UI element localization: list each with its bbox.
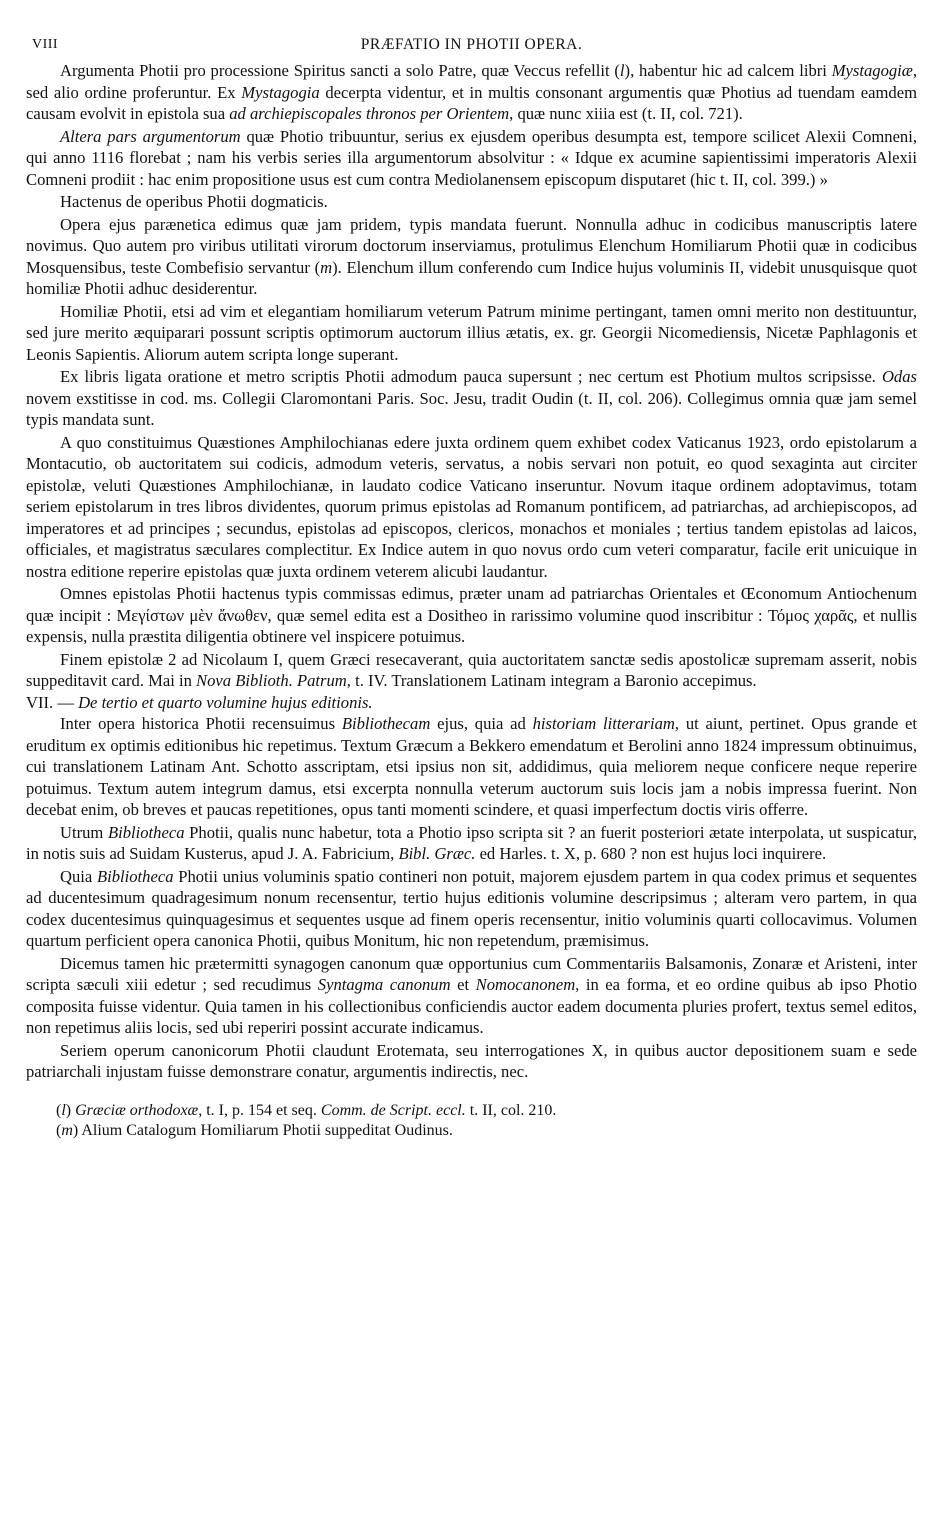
text-run: ( (56, 1121, 62, 1139)
text-run: m (320, 257, 333, 277)
paragraph (26, 214, 917, 300)
text-run: Odas (881, 367, 917, 386)
paragraph-group-2 (26, 713, 917, 1083)
text-run: ). Elenchum illum conferendo cum Indice hujus voluminis II, videbit unusquisque quot homiliæ Photii adhuc desiderentur. (26, 257, 917, 298)
text-run: ( (56, 1101, 62, 1119)
text-run: ) Alium Catalogum Homiliarum Photii suppeditat Oudinus. (72, 1121, 453, 1139)
running-title: PRÆFATIO IN PHOTII OPERA. (360, 36, 583, 53)
text-run: Photii unius voluminis spatio contineri non potuit, majorem ejusdem partem in qua codex primus et sequentes ad ducentesimum quadragesimum nonum recensentur, tertio hujus editionis volumine descripsimus ; alteram vero partem, in qua codex ducentesimus quinquagesimus et sequentes usque ad finem operis recensentur, initio voluminis quarti collocavimus. Volumen quartum perficient opera canonica Photii, quibus Monitum, hic non repetendum, præmisimus. (26, 866, 917, 950)
paragraph (26, 432, 917, 583)
text-run: Finem epistolæ 2 ad Nicolaum I, quem Græci resecaverant, quia auctoritatem sanctæ sedis apostolicæ supremam asserit, nobis suppeditavit card. Mai in (26, 649, 917, 690)
text-run: quæ Photio tribuuntur, serius ex ejusdem operibus desumpta est, tempore scilicet Alexii Comneni, qui anno 1116 florebat ; nam his verbis series illa argumentorum absolvitur : « Idque ex acumine sapientissimi imperatoris Alexii Comneni prodiit : hac enim propositione usus est cum contra Mediolanensem episcopum disputaret (hic t. II, col. 399.) » (26, 126, 917, 189)
paragraph (26, 1040, 917, 1083)
paragraph (26, 822, 917, 865)
text-run: , sed alio ordine proferuntur. Ex (26, 61, 917, 102)
text-run: , quæ nunc xiiia est (t. II, col. 721). (509, 104, 743, 123)
text-run: t. I, p. 154 et seq. (202, 1101, 321, 1119)
text-run: decerpta videntur, et in multis consonant argumentis quæ Photius ad tuendam eamdem causam evolvit in epistola sua (26, 82, 917, 123)
page-number: VIII (32, 37, 59, 52)
text-run: historiam litterariam, (532, 714, 680, 733)
paragraph (26, 953, 917, 1039)
paragraph (26, 301, 917, 366)
paragraph (26, 191, 917, 213)
paragraph (26, 60, 917, 125)
text-run: Mystagogia (241, 82, 320, 102)
text-run: Seriem operum canonicorum Photii claudunt Erotemata, seu interrogationes X, in quibus auctor depositionem suam e sede patriarchali injustam fuisse demonstrare conatur, argumentis indirectis, nec. (26, 1040, 917, 1081)
section-title: De tertio et quarto volumine hujus editionis. (78, 692, 373, 712)
text-run: Photii, qualis nunc habetur, tota a Photio ipso scripta sit ? an fuerit posteriori ætate interpolata, ut suspicatur, in notis suis ad Suidam Kusterus, apud J. A. Fabricium, (26, 822, 917, 863)
section-number: VII. — (26, 692, 79, 712)
text-run: ut aiunt, pertinet. Opus grande et eruditum ex optimis editionibus hic repetimus. Textum Græcum a Bekkero emendatum et Berolini anno 1824 impressum obtinuimus, cui translationem Latinam Ant. Schotto asscriptam, etsi ipsius non sit, addidimus, quia meliorem neque conficere neque reperire potuimus. Textum autem integrum damus, etsi excerpta nonnulla veterum auctorum suis locis jam a nobis impressa fuerint. Non decebat enim, ob breves et paucas repetitiones, opus tanti momenti scindere, et quasi imperfectum doctis viris offerre. (26, 714, 917, 819)
paragraph (26, 866, 917, 952)
text-run: Bibliotheca (97, 866, 174, 886)
text-run: , t. IV. Translationem Latinam integram a Baronio accepimus. (346, 671, 757, 690)
text-run: Mystagogiæ (831, 61, 913, 80)
text-run: ejus, quia ad (430, 714, 533, 733)
text-run: Utrum (60, 822, 108, 842)
paragraph (26, 649, 917, 692)
text-run: Homiliæ Photii, etsi ad vim et elegantiam homiliarum veterum Patrum minime pertingant, tamen omni merito non destituuntur, sed jure merito æquiparari possunt scriptis optimorum auctorum illius ætatis, ex. gr. Georgii Nicomediensis, Nicetæ Paphlagonis et Leonis Sapientis. Aliorum autem scripta longe superant. (26, 301, 917, 364)
text-run: Græciæ orthodoxæ, (75, 1101, 203, 1119)
text-run: ed Harles. t. X, p. 680 ? non est hujus loci inquirere. (475, 844, 827, 863)
running-head (26, 34, 917, 60)
text-run: Bibl. Græc. (398, 844, 476, 863)
text-run: l (619, 61, 625, 80)
text-run: novem exstitisse in cod. ms. Collegii Claromontani Paris. Soc. Jesu, tradit Oudin (t. II, col. 206). Collegimus omnia quæ jam semel typis mandata sunt. (26, 388, 917, 429)
footnotes (26, 1101, 917, 1141)
text-run: Opera ejus parænetica edimus quæ jam pridem, typis mandata fuerunt. Nonnulla adhuc in codicibus manuscriptis latere novimus. Quo autem pro viribus utilitati virorum doctorum inserviamus, protulimus Elenchum Homiliarum Photii quæ in codicibus Mosquensibus, teste Combefisio servantur ( (26, 214, 917, 277)
paragraph (26, 713, 917, 821)
text-run: Argumenta Photii pro processione Spiritus sancti a solo Patre, quæ Veccus refellit ( (60, 61, 620, 80)
text-run: et (450, 975, 476, 994)
text-run: Bibliotheca (108, 822, 185, 842)
text-run: Inter opera historica Photii recensuimus (60, 714, 342, 733)
footnote (26, 1101, 917, 1121)
text-run: Comm. de Script. eccl. (320, 1101, 466, 1119)
text-run: Nomocanonem, (475, 975, 580, 994)
text-run: A quo constituimus Quæstiones Amphilochianas edere juxta ordinem quem exhibet codex Vaticanus 1923, ordo epistolarum a Montacutio, ob auctoritatem sui codicis, admodum veteris, servatus, a nobis servari non potuit, eo quod sexaginta aut circiter epistolæ, veluti Quæstiones Amphilochianæ, in laudato codice Vaticano inseruntur. Novum itaque ordinem adoptavimus, totam seriem epistolarum in tres libros dividentes, quorum primus epistolas ad Romanum pontificem, ad patriarchas, ad archiepiscopos, ad imperatores et ad principes ; secundus, epistolas ad episcopos, clericos, monachos et moniales ; tertius tandem epistolas ad laicos, officiales, et magistratus sæculares complectitur. Ex Indice autem in quo novus ordo cum veteri comparatur, facile erit unicuique in nostra editione reperire epistolas quæ juxta ordinem veterem alicubi laudantur. (26, 432, 917, 581)
text-run: Nova Biblioth. Patrum (196, 671, 347, 690)
text-run: Syntagma canonum (317, 975, 451, 994)
text-run: Dicemus tamen hic prætermitti synagogen canonum quæ opportunius cum Commentariis Balsamonis, Zonaræ et Aristeni, inter scripta sæculi xiii edetur ; sed recudimus (26, 953, 917, 994)
text-run: Altera pars argumentorum (60, 126, 241, 146)
text-run: ) (65, 1101, 76, 1119)
text-run: Omnes epistolas Photii hactenus typis commissas edimus, præter unam ad patriarchas Orientales et Œconomum Antiochenum quæ incipit : Μεγίστων μὲν ἄνωθεν, quæ semel edita est a Dositheo in rarissimo volumine quod inscribitur : Τόμος χαρᾶς, et nullis expensis, nulla præstita diligentia obtinere vel inspicere potuimus. (26, 584, 917, 646)
paragraph (26, 126, 917, 191)
text-run: Ex libris ligata oratione et metro scriptis Photii admodum pauca supersunt ; nec certum est Photium multos scripsisse. (60, 367, 882, 386)
paragraph-group-1 (26, 60, 917, 692)
text-run: Quia (60, 866, 97, 886)
text-run: ad archiepiscopales thronos per Orientem (229, 104, 510, 123)
body-text (26, 60, 917, 1083)
text-run: ), habentur hic ad calcem libri (624, 61, 832, 80)
text-run: Bibliothecam (341, 714, 431, 733)
paragraph (26, 583, 917, 648)
footnote (26, 1121, 917, 1141)
text-run: in ea forma, et eo ordine quibus ab ipso Photio composita fuisse videntur. Quia tamen in his collectionibus conficiendis auctor eadem documenta pluries profert, textus semel editos, non repetimus aliis locis, sed ubi reperiri possint accurate indicamus. (26, 975, 917, 1037)
text-run: Hactenus de operibus Photii dogmaticis. (60, 192, 328, 211)
paragraph (26, 366, 917, 431)
text-run: t. II, col. 210. (465, 1101, 557, 1119)
text-run: m (61, 1121, 73, 1139)
text-run: l (61, 1101, 66, 1119)
section-heading (26, 692, 917, 714)
